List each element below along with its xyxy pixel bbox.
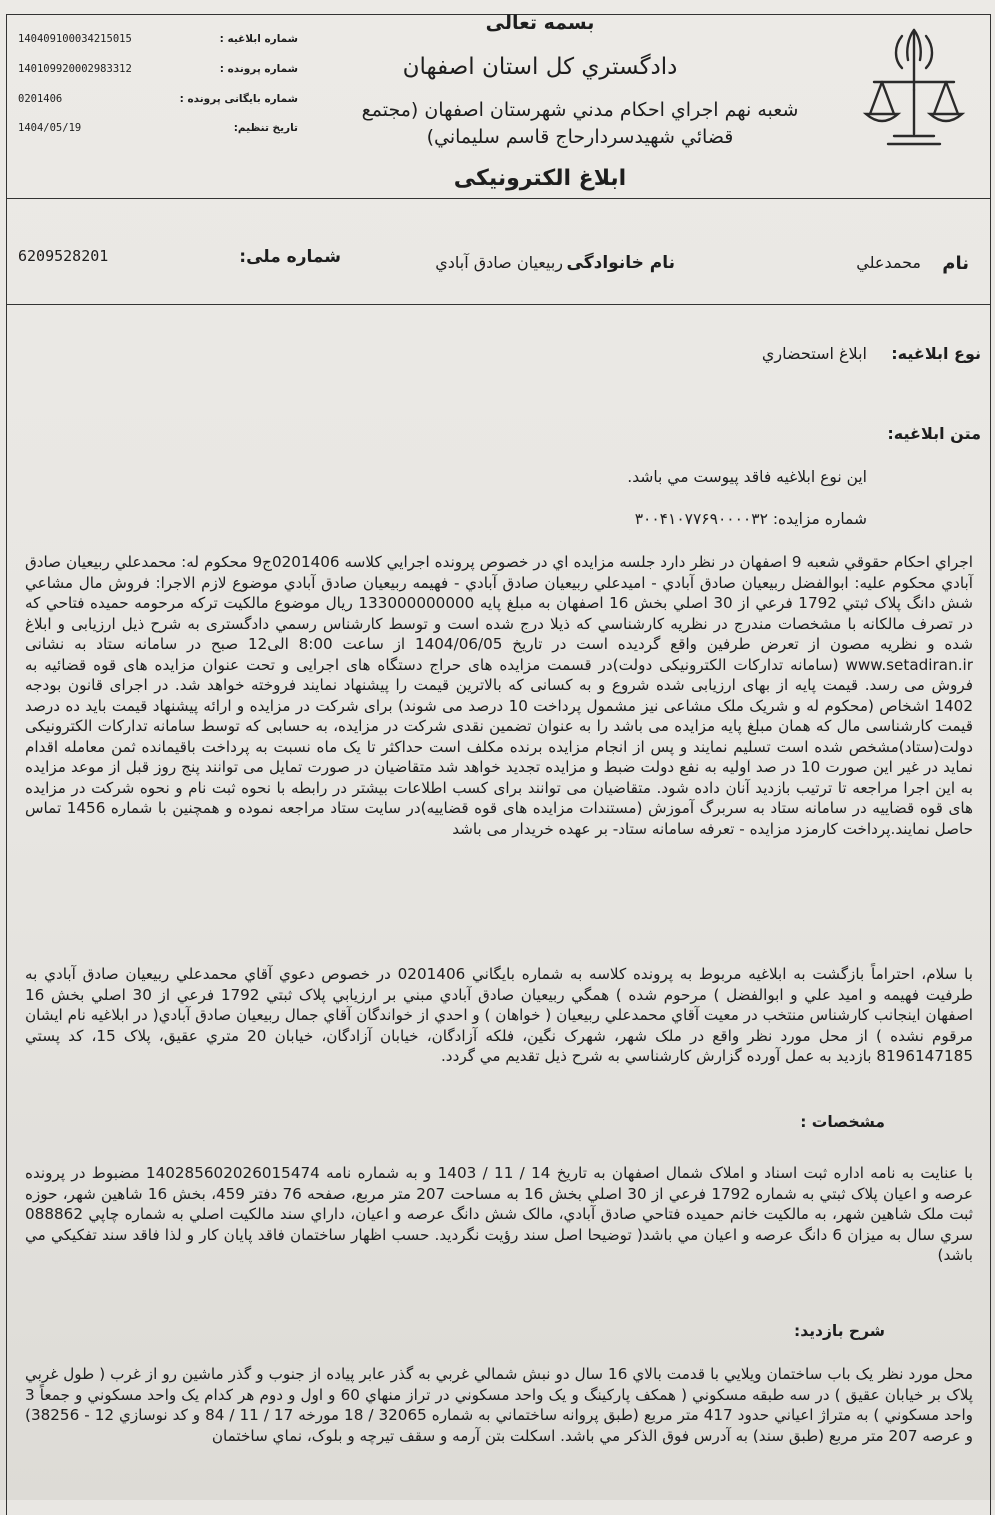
case-number-label: شماره پرونده : <box>219 63 298 75</box>
iran-emblem-icon <box>858 24 970 156</box>
meta-case-number <box>18 63 298 81</box>
branch-line-1: شعبه نهم اجراي احکام مدني شهرستان اصفهان (مجتمع <box>361 99 799 121</box>
meta-archive-number <box>18 93 298 111</box>
visit-paragraph <box>25 1364 973 1446</box>
auction-paragraph <box>25 552 973 839</box>
meta-issue-date <box>18 122 298 140</box>
specs-heading: مشخصات : <box>800 1113 885 1131</box>
divider-header <box>6 198 991 199</box>
auction-number-line <box>635 510 867 528</box>
issue-date-label: تاریخ تنظیم: <box>233 122 298 134</box>
family-label: نام خانوادگی <box>566 253 675 273</box>
notice-type-value: ابلاغ استحضاري <box>761 344 867 363</box>
auction-paragraph-text: اجراي احکام حقوقي شعبه 9 اصفهان در نظر دارد جلسه مزايده اي در خصوص پرونده اجرايي کلاسه 0201406ج9 محکوم له: محمدعلي ربيعيان صادق آبادي محکوم عليه: ابوالفضل ربيعيان صادق آبادي - اميدعلي ربيعيان صادق آبادي - فهيمه ربيعيان صادق آبادي موضوع لازم الاجرا: فروش مال مشاعي شش دانگ پلاک ثبتي 1792 فرعي از 30 اصلي بخش 16 اصفهان به مبلغ پايه 133000000000 ريال موضوع مالکيت ترکه مرحومه حميده فتاحي که در تصرف مالکانه با مشخصات مندرج در نظريه کارشناسي که ذيلا درج شده است و توسط کارشناس رسمي دادگستری به شرح ذيل ارزيابی و ابلاغ شده و نظريه مصون از تعرض طرفين واقع گرديده است در تاريخ 1404/06/05 از ساعت 8:00 الی12 صبح در سامانه ستاد به نشانی www.setadiran.ir (سامانه تدارکات الکترونيکی دولت)در قسمت مزايده های حراج دستگاه های اجرايی و تحت عنوان مزايده های قوه قضائيه به فروش می رسد. قيمت پايه از بهای ارزيابی شده شروع و به کسانی که بالاترين قيمت را پيشنهاد نمايند فروخته خواهد شد. در اجرای قانون بودجه 1402 اشخاص (محکوم له و شريک ملک مشاعی نيز مشمول پرداخت 10 درصد می شوند) برای شرکت در مزايده و ارائه پيشنهاد قيمت بايد ده درصد قيمت کارشناسی مال که همان مبلغ پايه مزايده می باشد را به عنوان تضمين نقدی شرکت در مزايده، به حسابی که توسط سامانه تدارکات الکترونيکی دولت(ستاد)مشخص شده است تسليم نمايند و پس از انجام مزايده برنده مکلف است حداکثر تا يک ماه نسبت به پرداخت باقيمانده ثمن معامله اقدام نمايد در غير اين صورت 10 در صد اوليه به نفع دولت ضبط و مزايده تجديد خواهد شد متقاضيان در صورت تمايل می توانند پنج روز قبل از موعد مزايده به اين اجرا مراجعه تا ترتيب بازديد آنان داده شود. متقاضيان می توانند برای کسب اطلاعات بيشتر در رابطه با نحوه ثبت نام و نحوه شرکت در مزايده های قوه قضاييه در سامانه ستاد به سربرگ آموزش (مستندات مزايده های قوه قضاييه)در سايت ستاد مراجعه نموده و همچنين با شماره 1456 تماس حاصل نمايند.پرداخت کارمزد مزايده - تعرفه سامانه ستاد- بر عهده خريدار می باشد <box>25 553 974 838</box>
name-label: نام <box>942 253 969 274</box>
family-value: ربیعیان صادق آبادي <box>435 253 563 272</box>
specs-paragraph <box>25 1163 973 1266</box>
branch-line-2: قضائي شهيدسردارحاج قاسم سليماني) <box>426 126 734 148</box>
meta-notice-number <box>18 33 298 51</box>
archive-number-label: شماره بایگانی پرونده : <box>179 93 298 105</box>
specs-paragraph-text: با عنايت به نامه اداره ثبت اسناد و املاک شمال اصفهان به تاريخ 14 / 11 / 1403 و به شماره نامه 140285602026015474 مضبوط در پرونده عرصه و اعيان پلاک ثبتي به شماره 1792 فرعي از 30 اصلي بخش 16 به مساحت 207 متر مربع، صفحه 76 دفتر 459، بخش 16 شاهين شهر، حوزه ثبت ملک شاهين شهر، به مالکيت خانم حميده فتاحي صادق آبادي، مالک شش دانگ عرصه و اعيان، داراي سند مالکيت اصلي به شماره چاپي 088862 سري سال به ميزان 6 دانگ عرصه و اعيان مي باشد( توضيحا اصل سند رؤيت نگرديد. حسب اظهار ساختمان فاقد پايان کار و لذا فاقد سند تفکيکي مي باشد) <box>25 1164 973 1264</box>
name-field <box>942 253 969 274</box>
visit-paragraph-text: محل مورد نظر يک باب ساختمان ويلايي با قدمت بالاي 16 سال دو نبش شمالي غربي به گذر عابر پياده از جنوب و گذر ماشين رو از غرب ( طول غربي پلاک بر خيابان عقيق ) در سه طبقه مسکوني ( همکف پارکينگ و يک واحد مسکوني در تراز منهاي 60 و اول و دوم هر کدام يک واحد مسکوني و جمعاً 3 واحد مسکوني ) به متراژ اعياني حدود 417 متر مربع (طبق پروانه ساختماني به شماره 32065 / 18 مورخه 17 / 11 / 84 و کد نوسازي 12 - 38256) و عرصه 207 متر مربع (طبق سند) به آدرس فوق الذکر مي باشد. اسکلت بتن آرمه و سقف تيرچه و بلوک، نماي ساختمان <box>25 1365 974 1445</box>
no-attachment-line: اين نوع ابلاغيه فاقد پيوست مي باشد. <box>627 468 867 486</box>
notice-number-value: 140409100034215015 <box>18 33 132 45</box>
auction-number-value: ۳۰۰۴۱۰۷۷۶۹۰۰۰۰۳۲ <box>634 510 768 528</box>
document-title: ابلاغ الکترونيکی <box>453 166 627 191</box>
national-id-value: 6209528201 <box>18 247 109 265</box>
archive-number-value: 0201406 <box>18 93 63 105</box>
visit-heading: شرح بازديد: <box>794 1322 885 1340</box>
notice-type-label: نوع ابلاغیه: <box>891 344 981 363</box>
notice-type-label-field <box>891 344 981 363</box>
divider-recipient <box>6 304 991 305</box>
expert-intro-paragraph <box>25 964 973 1067</box>
expert-intro-text: با سلام، احتراماً بازگشت به ابلاغيه مربوط به پرونده کلاسه به شماره بايگاني 0201406 در خصوص دعوي آقاي محمدعلي ربيعيان صادق آبادي به طرفيت فهيمه و اميد علي و ابوالفضل ) مرحوم شده ) همگي ربيعيان صادق آبادي مبني بر ارزيابي پلاک ثبتي 1792 فرعي از 30 اصلي بخش 16 اصفهان اينجانب کارشناس منتخب در معيت آقاي محمدعلي ربيعيان ( خواهان ) و احدي از خواندگان آقاي جمال ربيعيان صادق آبادي( در ابلاغيه نام ايشان مرقوم نشده ) از محل مورد نظر واقع در ملک شهر، شهرک نگين، فلکه آزادگان، خيابان آزادگان، خيابان 20 متري عقيق، پلاک 15، کد پستي 8196147185 بازديد به عمل آورده گزارش کارشناسي به شرح ذيل تقديم مي گردد. <box>25 965 973 1065</box>
basmala: بسمه تعالی <box>485 12 595 34</box>
notice-number-label: شماره ابلاغیه : <box>219 33 298 45</box>
national-id-label-field <box>239 247 341 267</box>
family-label-field <box>567 253 675 273</box>
notice-text-label-field <box>887 424 981 443</box>
national-id-label: شماره ملی: <box>239 247 341 267</box>
case-number-value: 140109920002983312 <box>18 63 132 75</box>
court-name: دادگستري کل استان اصفهان <box>402 54 678 80</box>
notice-text-label: متن ابلاغیه: <box>887 424 981 443</box>
name-value: محمدعلي <box>856 253 921 272</box>
auction-number-label: شماره مزايده: <box>772 510 867 528</box>
issue-date-value: 1404/05/19 <box>18 122 82 134</box>
